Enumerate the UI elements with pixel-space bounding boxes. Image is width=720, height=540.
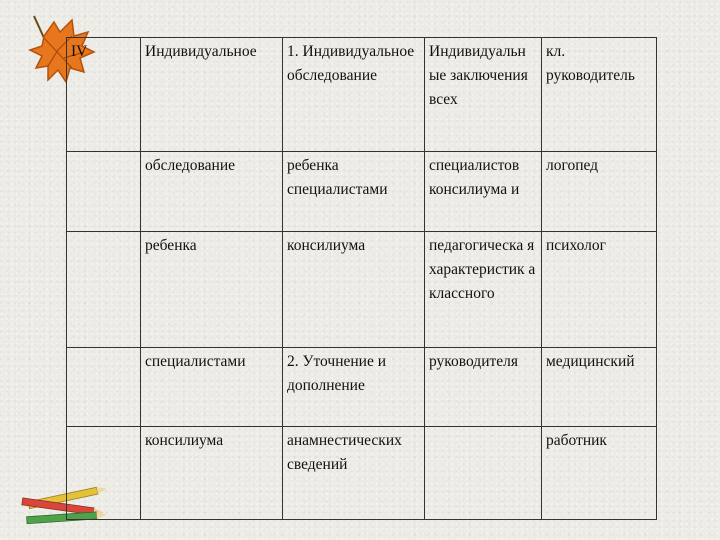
table-row <box>67 232 657 348</box>
table-cell: Индивидуальное <box>141 38 283 152</box>
table-cell: медицинский <box>542 348 657 427</box>
table-cell: специалистами <box>141 348 283 427</box>
plan-table <box>66 37 657 520</box>
table-cell: Индивидуальн ые заключения всех <box>425 38 542 152</box>
table-cell <box>67 152 141 232</box>
table-cell: IV <box>67 38 141 152</box>
table-cell <box>67 348 141 427</box>
table-cell <box>67 232 141 348</box>
table-cell: логопед <box>542 152 657 232</box>
table-cell: психолог <box>542 232 657 348</box>
table-cell: анамнестических сведений <box>283 427 425 520</box>
table-cell: 1. Индивидуальное обследование <box>283 38 425 152</box>
table-row <box>67 427 657 520</box>
table-cell: ребенка <box>141 232 283 348</box>
table-cell: руководителя <box>425 348 542 427</box>
table-cell: обследование <box>141 152 283 232</box>
table-cell: специалистов консилиума и <box>425 152 542 232</box>
table-cell: педагогическа я характеристик а классного <box>425 232 542 348</box>
table-cell: консилиума <box>141 427 283 520</box>
table-row <box>67 38 657 152</box>
table-cell: кл. руководитель <box>542 38 657 152</box>
table-cell <box>425 427 542 520</box>
table-cell <box>67 427 141 520</box>
table-cell: работник <box>542 427 657 520</box>
table-cell: ребенка специалистами <box>283 152 425 232</box>
table-cell: консилиума <box>283 232 425 348</box>
table-cell: 2. Уточнение и дополнение <box>283 348 425 427</box>
table-row <box>67 348 657 427</box>
table-row <box>67 152 657 232</box>
